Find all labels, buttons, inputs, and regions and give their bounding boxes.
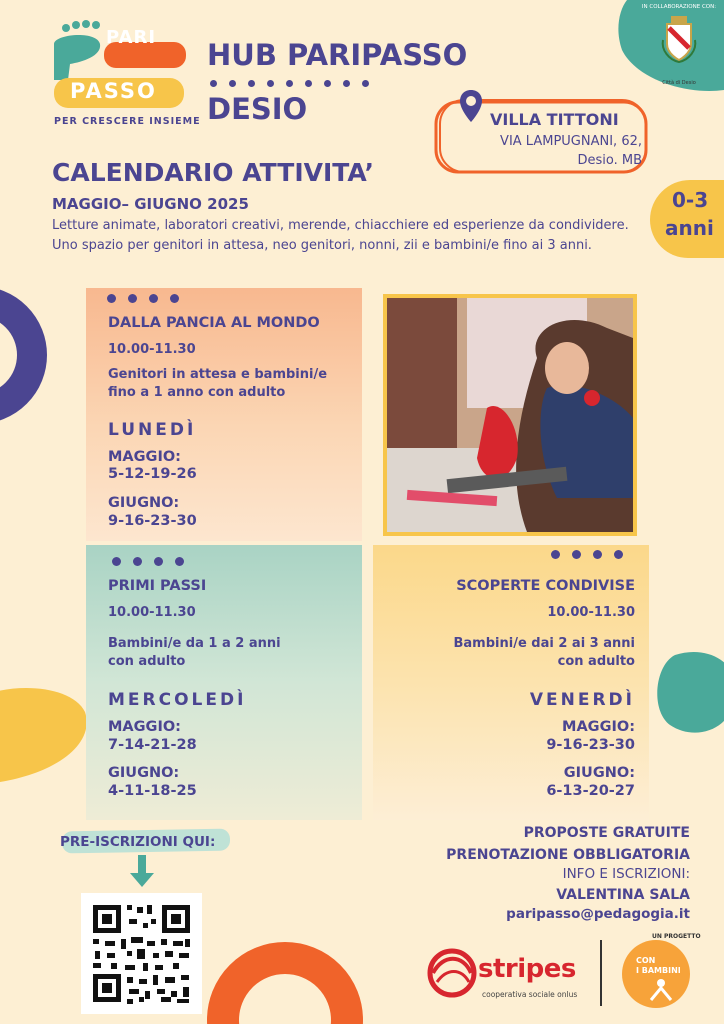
info-free: PROPOSTE GRATUITE (523, 825, 690, 841)
card-dots (107, 294, 179, 303)
card-dates2: 6-13-20-27 (546, 783, 635, 799)
title-dot-row (210, 80, 369, 87)
card-month1: MAGGIO: (108, 719, 181, 735)
decor-yellow-blob (0, 682, 90, 792)
venue-name: VILLA TITTONI (490, 110, 619, 129)
card-audience-line1: Bambini/e dai 2 ai 3 anni (453, 636, 635, 651)
card-title: SCOPERTE CONDIVISE (456, 578, 635, 594)
card-month2: GIUGNO: (563, 765, 635, 781)
card-audience-line2: con adulto (557, 654, 635, 669)
card-time: 10.00-11.30 (108, 605, 196, 620)
card-day: VENERDÌ (529, 690, 635, 710)
card-dates1: 5-12-19-26 (108, 466, 197, 482)
card-dates1: 7-14-21-28 (108, 737, 197, 753)
card-month2: GIUGNO: (108, 765, 180, 781)
card-day: MERCOLEDÌ (108, 690, 247, 710)
hub-title-line2: DESIO (207, 92, 308, 126)
card-title: DALLA PANCIA AL MONDO (108, 315, 320, 331)
card-audience-line1: Genitori in attesa e bambini/e (108, 367, 328, 382)
card-dots (551, 550, 623, 559)
card-dates2: 9-16-23-30 (108, 513, 197, 529)
decor-teal-blob (655, 650, 724, 740)
card-title: PRIMI PASSI (108, 578, 207, 594)
card-month2: GIUGNO: (108, 495, 180, 511)
decor-orange-arc (205, 940, 365, 1024)
calendar-period: MAGGIO– GIUGNO 2025 (52, 195, 249, 213)
card-month1: MAGGIO: (562, 719, 635, 735)
location-pin-icon (458, 88, 484, 124)
city-label: Città di Desio (662, 80, 696, 86)
venue-address-line2: Desio. MB (577, 153, 642, 168)
info-contact-name: VALENTINA SALA (556, 887, 690, 903)
preiscrizioni-label[interactable]: PRE-ISCRIZIONI QUI: (60, 834, 216, 850)
conibambini-top: UN PROGETTO (652, 933, 701, 940)
card-audience-line2: con adulto (108, 654, 186, 669)
info-contacts-label: INFO E ISCRIZIONI: (562, 866, 690, 882)
card-time: 10.00-11.30 (547, 605, 635, 620)
card-day: LUNEDÌ (108, 420, 197, 440)
conibambini-figure-icon (648, 978, 674, 1002)
info-booking: PRENOTAZIONE OBBLIGATORIA (446, 847, 690, 863)
city-crest-icon (659, 14, 699, 66)
venue-address-line1: VIA LAMPUGNANI, 62, (500, 134, 642, 149)
card-audience-line1: Bambini/e da 1 a 2 anni (108, 636, 281, 651)
card-time: 10.00-11.30 (108, 342, 196, 357)
stripes-logo-icon (423, 944, 481, 1002)
logo-tagline: PER CRESCERE INSIEME (54, 116, 201, 127)
arrow-down-icon (130, 855, 154, 889)
card-month1: MAGGIO: (108, 449, 181, 465)
collab-label: IN COLLABORAZIONE CON: (641, 4, 717, 10)
logo-word-pari: PARI (106, 27, 157, 48)
card-dates2: 4-11-18-25 (108, 783, 197, 799)
calendar-description: Letture animate, laboratori creativi, merende, chiacchiere ed esperienze da condividere. Uno spazio per genitori in attesa, neo genitori, nonni, zii e bambini/e fino ai 3 anni. (52, 218, 629, 253)
card-dots (112, 557, 184, 566)
qr-code[interactable] (81, 893, 202, 1014)
card-audience-line2: fino a 1 anno con adulto (108, 385, 286, 400)
conibambini-con: CON (636, 956, 656, 965)
sponsor-divider (600, 940, 602, 1006)
age-badge-unit: anni (665, 216, 714, 240)
card-dates1: 9-16-23-30 (546, 737, 635, 753)
decor-purple-ring (0, 285, 83, 425)
info-email[interactable]: paripasso@pedagogia.it (506, 906, 690, 922)
logo-word-passo: PASSO (70, 79, 157, 103)
stripes-name: stripes (478, 954, 576, 984)
age-badge-range: 0-3 (672, 188, 709, 212)
conibambini-name: I BAMBINI (636, 966, 681, 975)
children-activity-photo (383, 294, 637, 536)
hub-title-line1: HUB PARIPASSO (207, 38, 468, 72)
calendar-title: CALENDARIO ATTIVITA’ (52, 158, 374, 187)
stripes-subtitle: cooperativa sociale onlus (482, 990, 578, 999)
